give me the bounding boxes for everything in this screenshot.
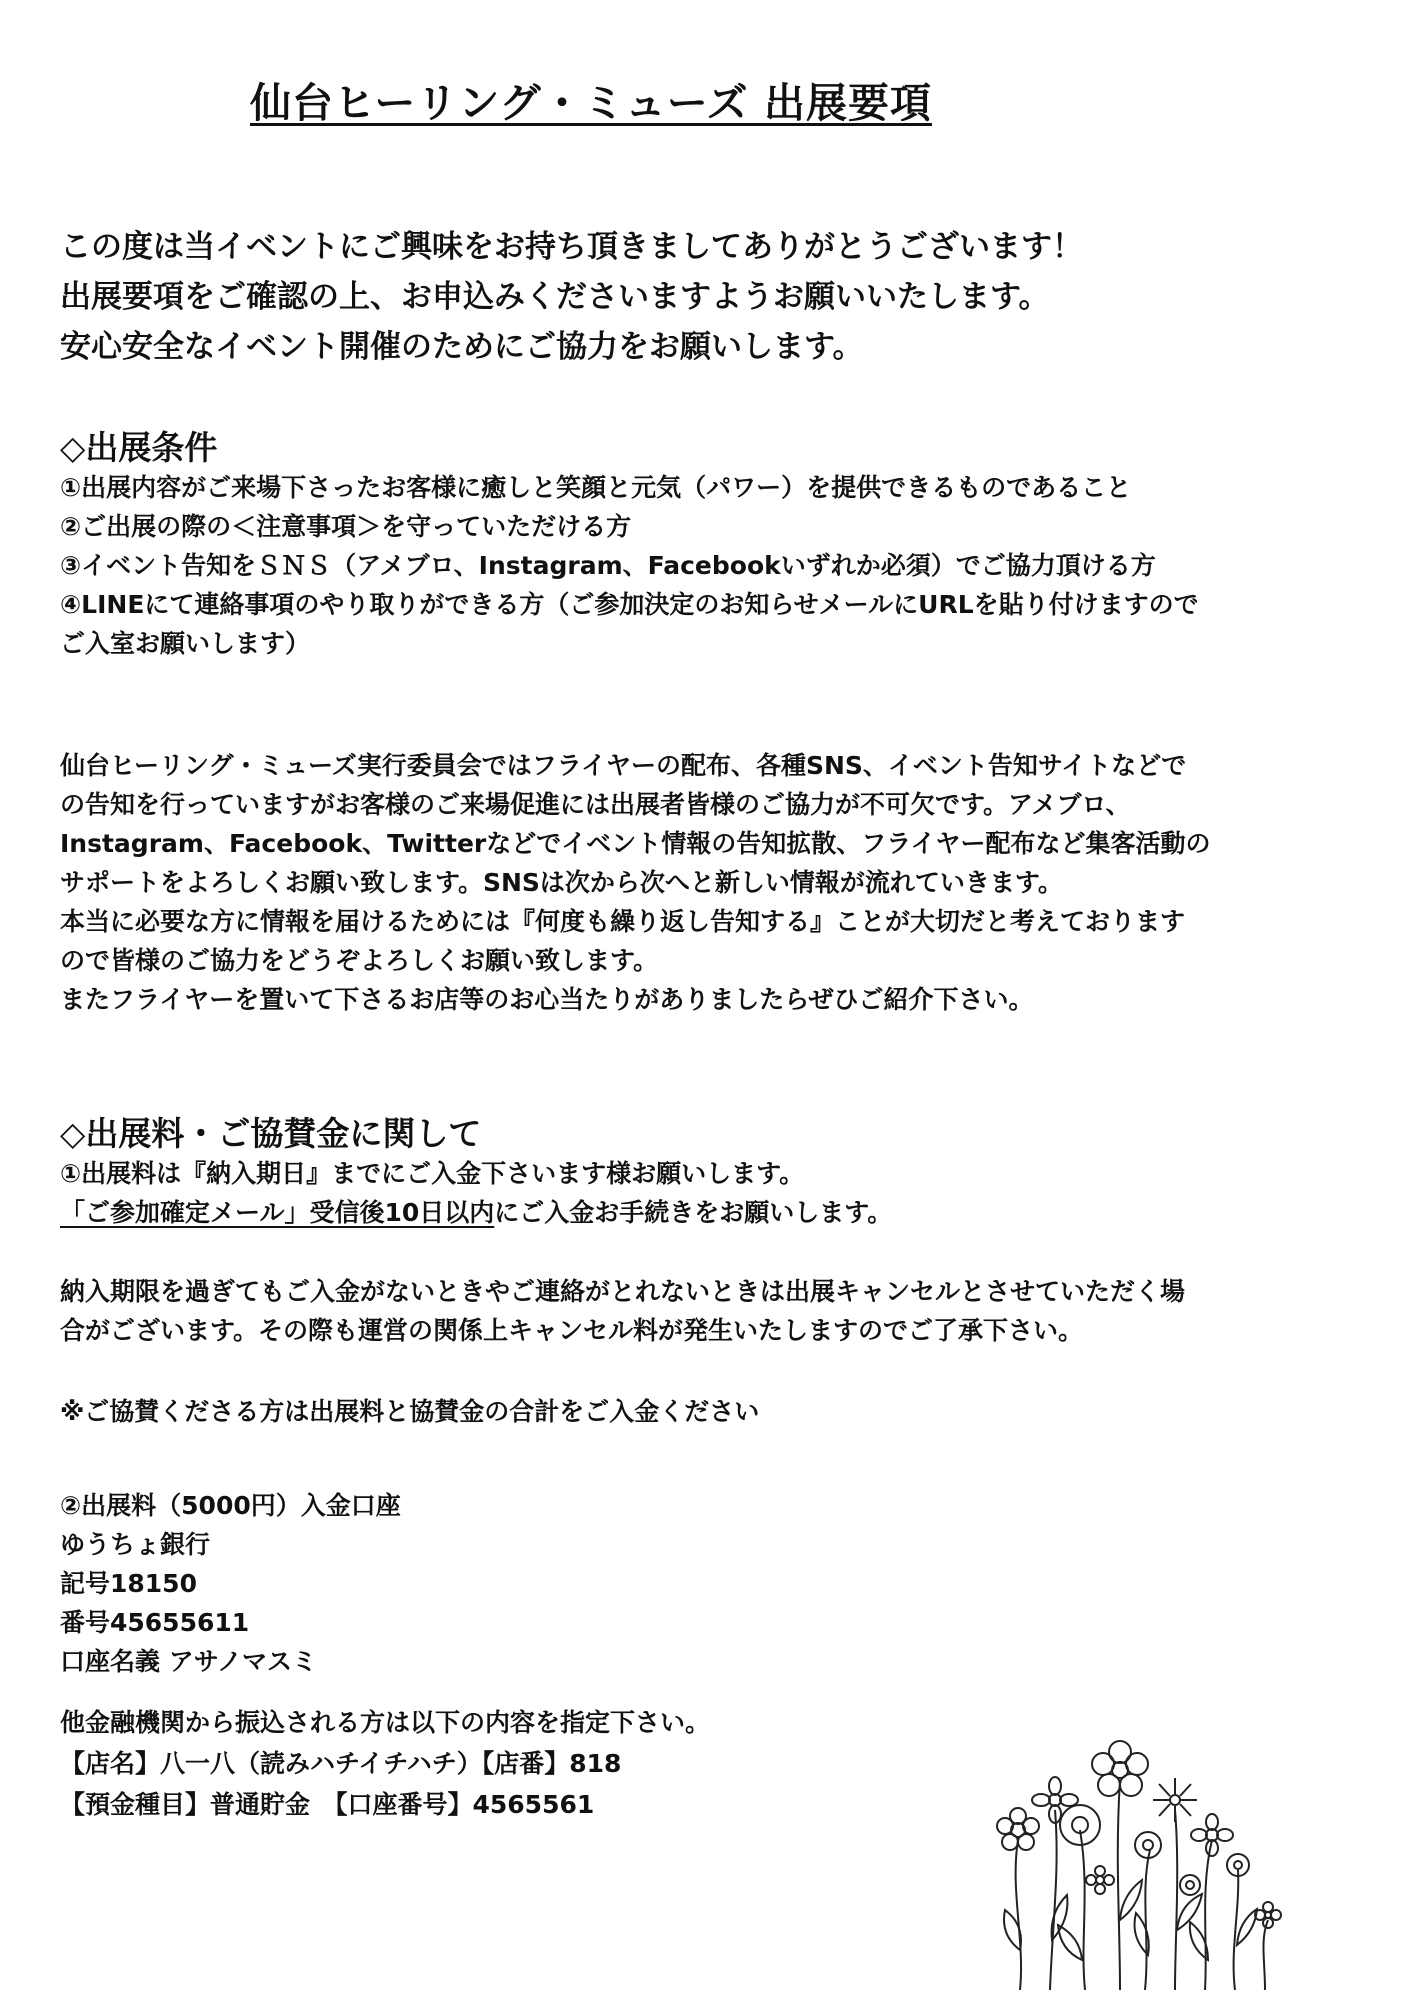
intro-line: 出展要項をご確認の上、お申込みくださいますようお願いいたします。 <box>60 279 1050 315</box>
fees-payment <box>60 1154 1370 1232</box>
deadline-rest: にご入金お手続きをお願いします。 <box>494 1198 893 1227</box>
account-line: 番号45655611 <box>60 1608 250 1637</box>
condition-item: ④LINEにて連絡事項のやり取りができる方（ご参加決定のお知らせメールにURLを貼り付けますので <box>60 590 1199 619</box>
other-bank-line: 【預金種目】普通貯金 【口座番号】4565561 <box>60 1790 595 1819</box>
cancel-policy <box>60 1272 1370 1350</box>
fees-deadline-line <box>60 1193 1370 1232</box>
other-bank-line: 【店名】八一八（読みハチイチハチ）【店番】818 <box>60 1749 622 1778</box>
intro-line: 安心安全なイベント開催のためにご協力をお願いします。 <box>60 329 864 365</box>
account-line: ②出展料（5000円）入金口座 <box>60 1491 401 1520</box>
page-title: 仙台ヒーリング・ミューズ 出展要項 <box>250 79 932 127</box>
cancel-line: 合がございます。その際も運営の関係上キャンセル料が発生いたしますのでご了承下さい。 <box>60 1316 1084 1345</box>
fees-heading: ◇出展料・ご協賛金に関して <box>60 1114 482 1153</box>
promotion-line: の告知を行っていますがお客様のご来場促進には出展者皆様のご協力が不可欠です。アメブロ、 <box>60 790 1131 819</box>
promotion-line: 本当に必要な方に情報を届けるためには『何度も繰り返し告知する』ことが大切だと考えております <box>60 907 1186 936</box>
other-bank-line: 他金融機関から振込される方は以下の内容を指定下さい。 <box>60 1708 711 1737</box>
account-line: 口座名義 アサノマスミ <box>60 1647 317 1676</box>
intro-text <box>60 222 1360 372</box>
promotion-line: Instagram、Facebook、Twitterなどでイベント情報の告知拡散、フライヤー配布など集客活動の <box>60 829 1211 858</box>
promotion-line: サポートをよろしくお願い致します。SNSは次から次へと新しい情報が流れていきます。 <box>60 868 1063 897</box>
fees-line: ①出展料は『納入期日』までにご入金下さいます様お願いします。 <box>60 1159 805 1188</box>
account-line: ゆうちょ銀行 <box>60 1530 211 1559</box>
cancel-line: 納入期限を過ぎてもご入金がないときやご連絡がとれないときは出展キャンセルとさせていただく場 <box>60 1277 1186 1306</box>
conditions-list <box>60 468 1370 663</box>
deadline-underlined: 「ご参加確定メール」受信後10日以内 <box>60 1198 495 1227</box>
account-line: 記号18150 <box>60 1569 197 1598</box>
condition-item: ②ご出展の際の＜注意事項＞を守っていただける方 <box>60 512 632 541</box>
condition-item: ③イベント告知をＳＮＳ（アメブロ、Instagram、Facebookいずれか必須）でご協力頂ける方 <box>60 551 1156 580</box>
account-info <box>60 1486 1370 1681</box>
promotion-paragraph <box>60 746 1370 1019</box>
conditions-heading: ◇出展条件 <box>60 428 218 467</box>
condition-item: ①出展内容がご来場下さったお客様に癒しと笑顔と元気（パワー）を提供できるものであること <box>60 473 1132 502</box>
promotion-line: またフライヤーを置いて下さるお店等のお心当たりがありましたらぜひご紹介下さい。 <box>60 985 1034 1014</box>
promotion-line: ので皆様のご協力をどうぞよろしくお願い致します。 <box>60 946 659 975</box>
condition-item: ご入室お願いします） <box>60 629 311 658</box>
flower-illustration-icon <box>980 1720 1290 1990</box>
intro-line: この度は当イベントにご興味をお持ち頂きましてありがとうございます！ <box>60 229 1083 265</box>
sponsor-note: ※ご協賛くださる方は出展料と協賛金の合計をご入金ください <box>60 1397 760 1426</box>
promotion-line: 仙台ヒーリング・ミューズ実行委員会ではフライヤーの配布、各種SNS、イベント告知サイトなどで <box>60 751 1187 780</box>
